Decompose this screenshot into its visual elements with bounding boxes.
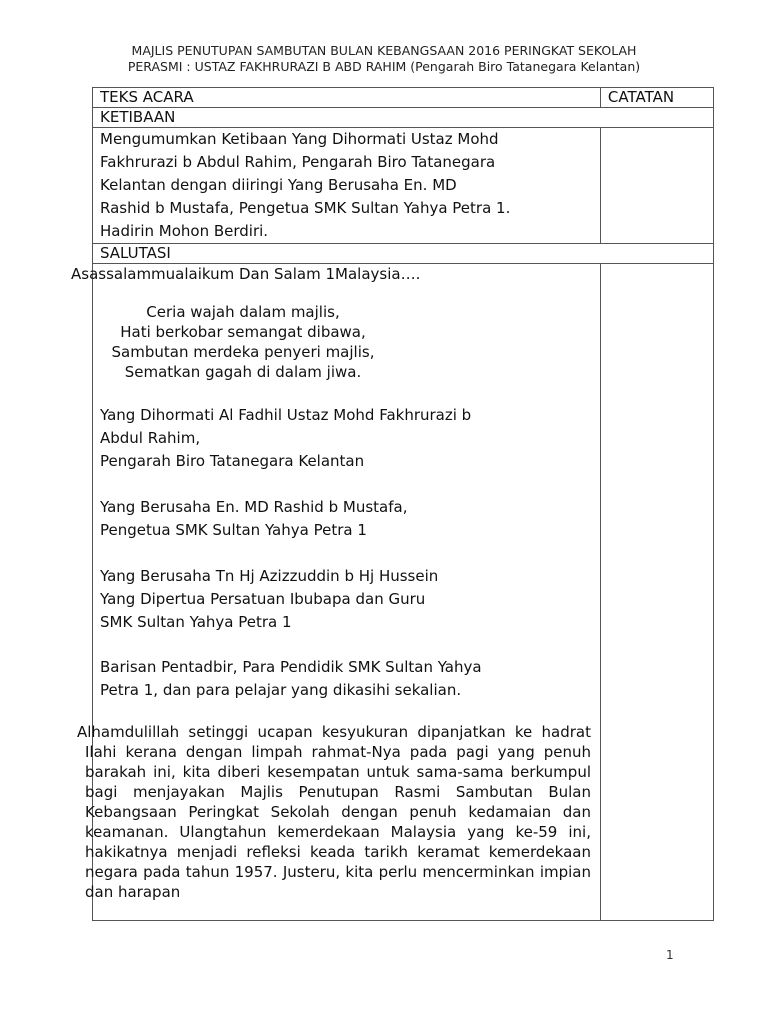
address-line: Abdul Rahim,	[100, 429, 201, 447]
program-table	[71, 87, 714, 921]
address-line: Yang Dihormati Al Fadhil Ustaz Mohd Fakhrurazi b	[100, 406, 472, 424]
page-number: 1	[666, 948, 674, 962]
document-header	[0, 43, 768, 75]
opening-paragraph: Alhamdulillah setinggi ucapan kesyukuran dipanjatkan ke hadrat Ilahi kerana dengan limpah rahmat-Nya pada pagi yang penuh barakah ini, kita diberi kesempatan untuk sama-sama berkumpul bagi menjayakan Majlis Penutupan Rasmi Sambutan Bulan Kebangsaan Peringkat Sekolah dengan penuh kedamaian dan keamanan. Ulangtahun kemerdekaan Malaysia yang ke-59 ini, hakikatnya menjadi refleksi keada tarikh keramat kemerdekaan negara pada tahun 1957. Justeru, kita perlu mencerminkan impian dan harapan	[77, 723, 591, 901]
ketibaan-line: Mengumumkan Ketibaan Yang Dihormati Ustaz Mohd	[100, 130, 499, 148]
ketibaan-line: Hadirin Mohon Berdiri.	[100, 222, 269, 240]
address-line: SMK Sultan Yahya Petra 1	[100, 613, 292, 631]
pantun-line: Sambutan merdeka penyeri majlis,	[111, 343, 375, 361]
column-header-teks-acara: TEKS ACARA	[93, 88, 601, 108]
salutasi-content-row	[93, 264, 714, 921]
pantun-line: Hati berkobar semangat dibawa,	[120, 323, 366, 341]
salutasi-notes-cell	[600, 264, 713, 921]
section-salutasi-row	[93, 244, 714, 264]
header-subtitle: PERASMI : USTAZ FAKHRURAZI B ABD RAHIM (Pengarah Biro Tatanegara Kelantan)	[127, 59, 641, 74]
address-pengetua	[100, 496, 407, 542]
address-line: Petra 1, dan para pelajar yang dikasihi sekalian.	[100, 681, 462, 699]
greeting-line: Asassalammualaikum Dan Salam 1Malaysia….	[71, 265, 421, 283]
address-line: Pengarah Biro Tatanegara Kelantan	[100, 452, 365, 470]
ketibaan-notes-cell	[600, 128, 713, 244]
address-audience	[100, 656, 482, 702]
pantun-line: Ceria wajah dalam majlis,	[146, 303, 340, 321]
ketibaan-content-row	[93, 128, 714, 244]
salutasi-text	[71, 264, 601, 921]
pantun	[93, 302, 393, 382]
address-line: Yang Dipertua Persatuan Ibubapa dan Guru	[100, 590, 426, 608]
address-line: Yang Berusaha En. MD Rashid b Mustafa,	[100, 498, 408, 516]
ketibaan-text	[93, 128, 601, 244]
pantun-line: Sematkan gagah di dalam jiwa.	[124, 363, 362, 381]
section-title-ketibaan: KETIBAAN	[93, 108, 714, 128]
section-ketibaan-row	[93, 108, 714, 128]
address-ustaz	[100, 404, 471, 473]
address-line: Yang Berusaha Tn Hj Azizzuddin b Hj Hussein	[100, 567, 439, 585]
header-title: MAJLIS PENUTUPAN SAMBUTAN BULAN KEBANGSAAN 2016 PERINGKAT SEKOLAH	[131, 43, 637, 58]
table-header-row	[93, 88, 714, 108]
ketibaan-line: Fakhrurazi b Abdul Rahim, Pengarah Biro Tatanegara	[100, 153, 496, 171]
ketibaan-line: Kelantan dengan diiringi Yang Berusaha En. MD	[100, 176, 457, 194]
ketibaan-line: Rashid b Mustafa, Pengetua SMK Sultan Yahya Petra 1.	[100, 199, 511, 217]
address-line: Barisan Pentadbir, Para Pendidik SMK Sultan Yahya	[100, 658, 482, 676]
column-header-catatan: CATATAN	[600, 88, 713, 108]
address-line: Pengetua SMK Sultan Yahya Petra 1	[100, 521, 367, 539]
address-pibg	[100, 565, 438, 634]
section-title-salutasi: SALUTASI	[93, 244, 714, 264]
